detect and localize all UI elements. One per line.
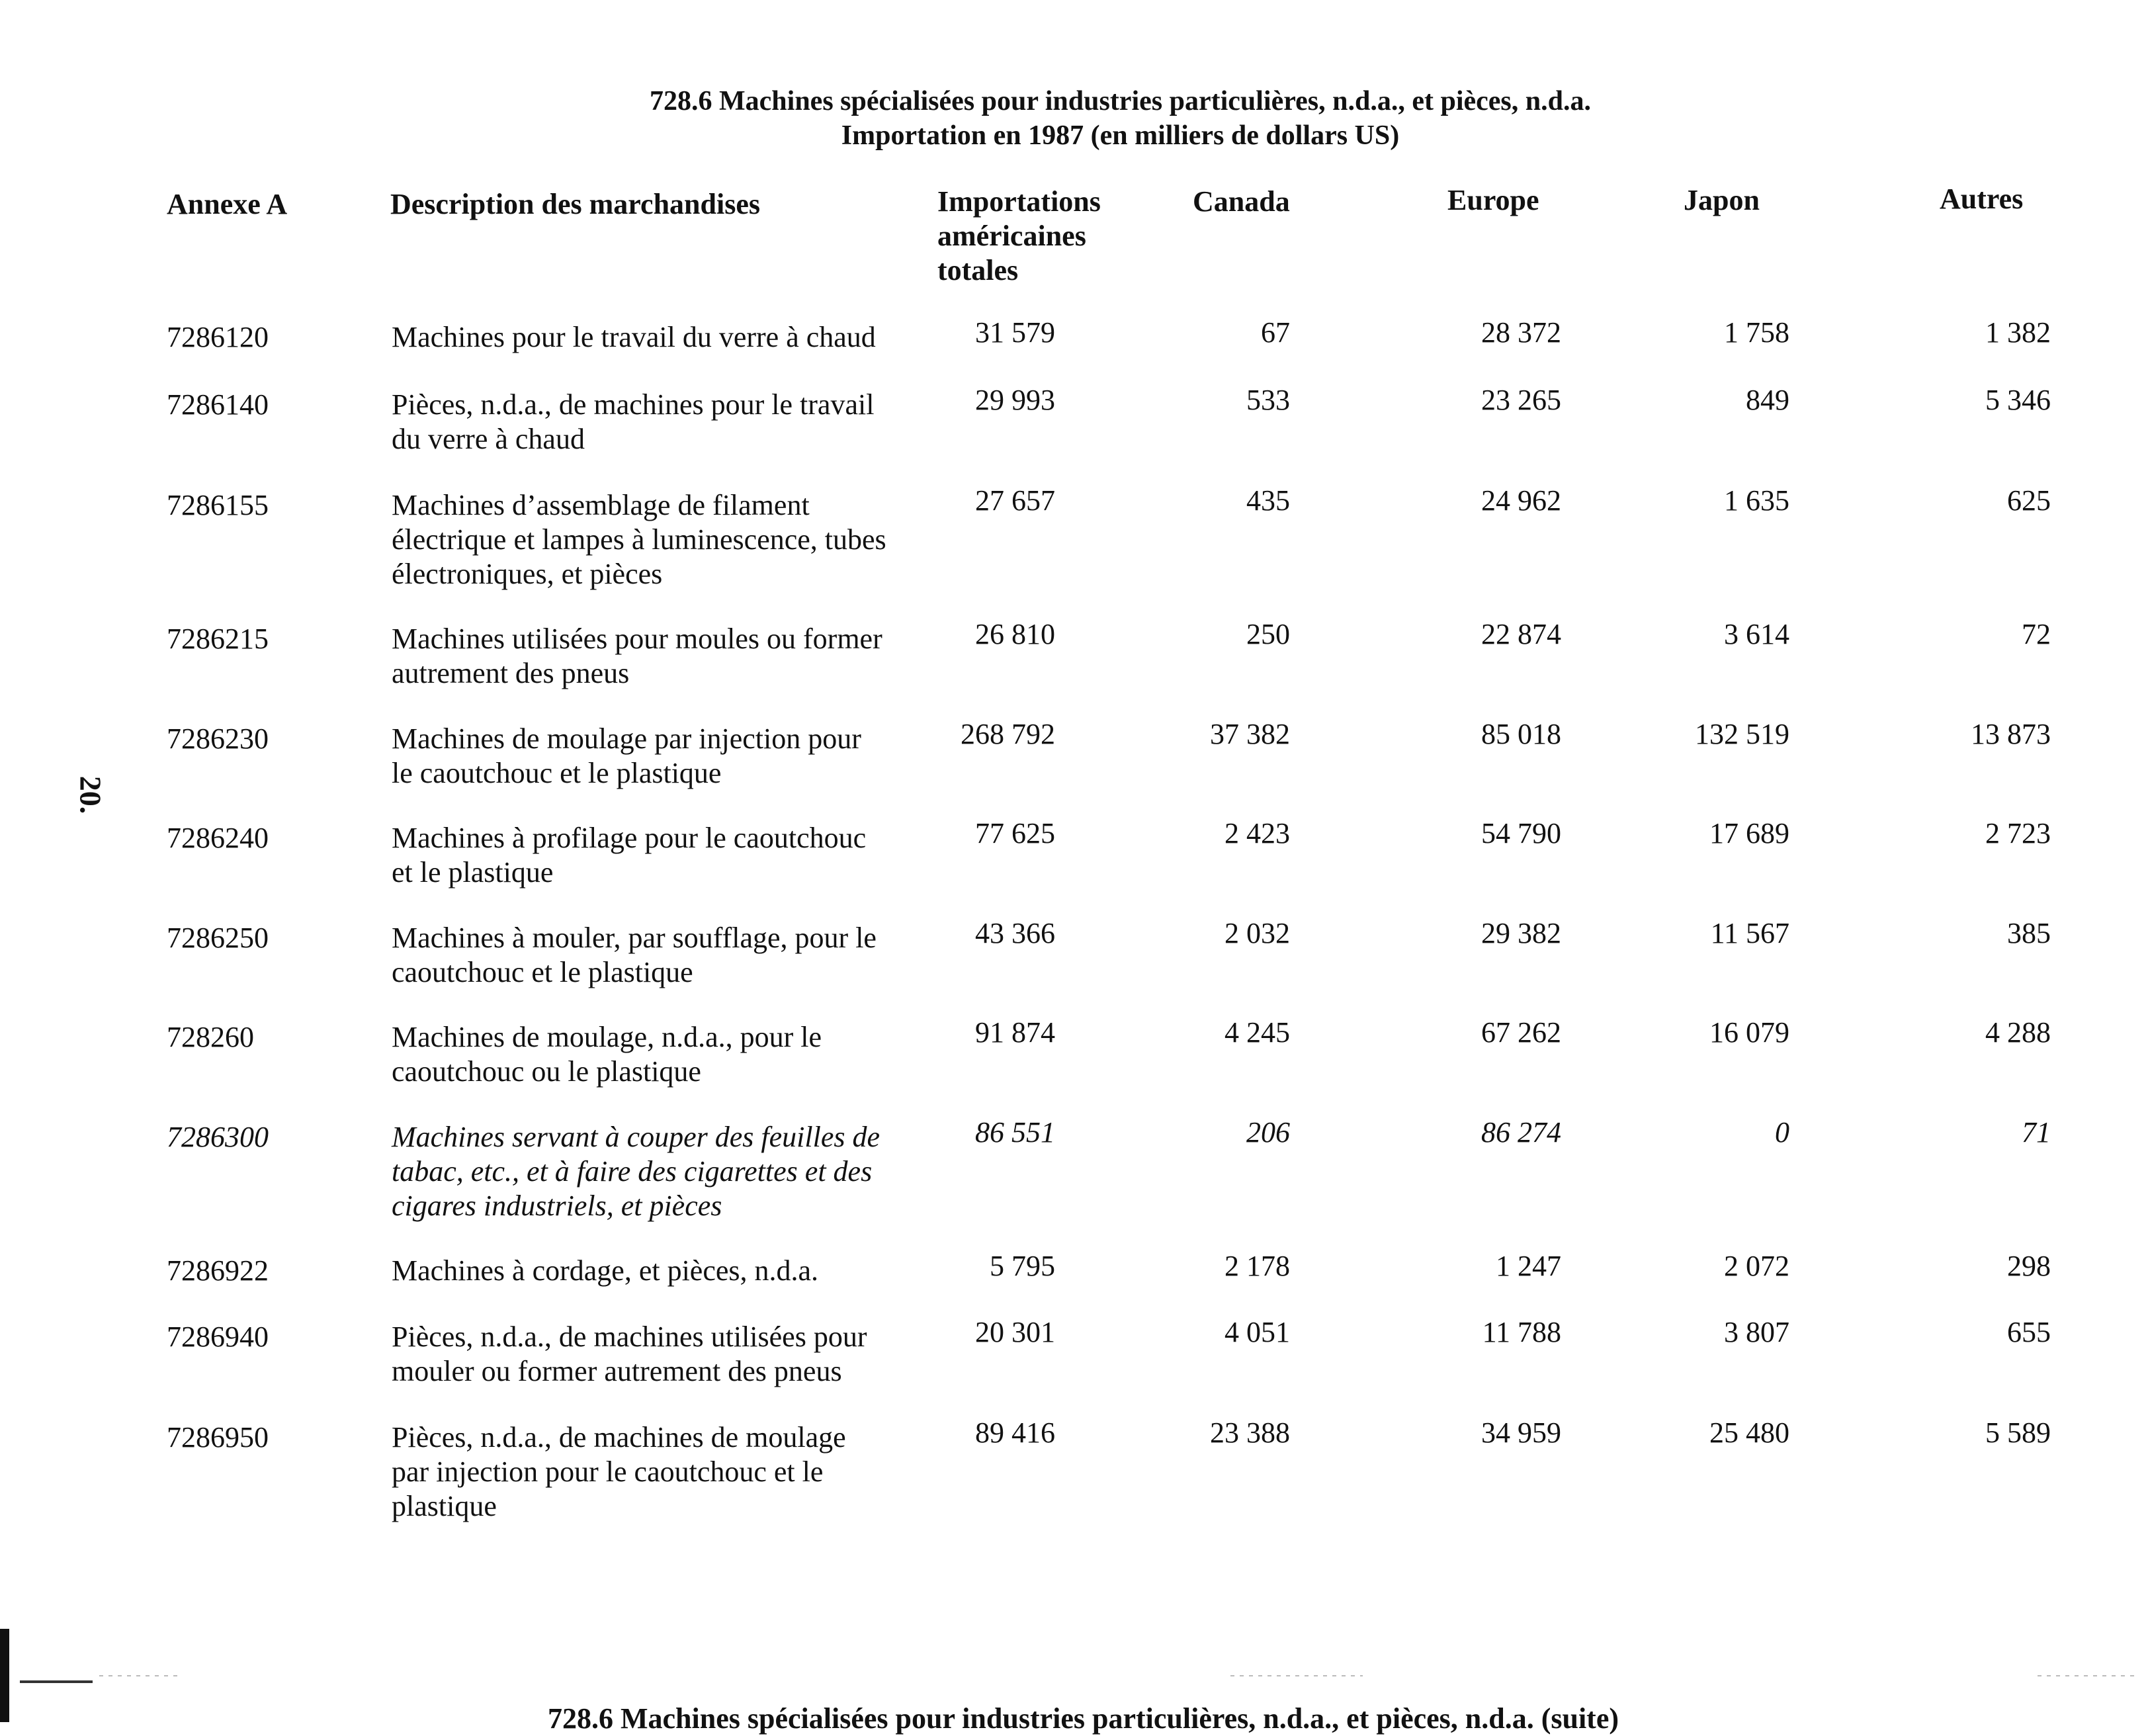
row-canada-value: 533 bbox=[1246, 384, 1290, 416]
row-autres-value: 2 723 bbox=[1985, 817, 2051, 849]
row-europe-value: 11 788 bbox=[1482, 1316, 1561, 1348]
row-total-value: 27 657 bbox=[975, 484, 1055, 517]
row-description-line: Machines de moulage par injection pour bbox=[392, 722, 861, 755]
row-description-line: Machines utilisées pour moules ou former bbox=[392, 623, 882, 655]
row-description-line: Pièces, n.d.a., de machines utilisées pour bbox=[392, 1321, 867, 1353]
row-description-line: et le plastique bbox=[392, 856, 554, 889]
row-japon-value: 3 614 bbox=[1724, 618, 1789, 650]
row-description-line: Machines à mouler, par soufflage, pour le bbox=[392, 922, 877, 954]
row-description-line: mouler ou former autrement des pneus bbox=[392, 1355, 842, 1387]
row-description-line: électroniques, et pièces bbox=[392, 558, 663, 590]
row-description bbox=[392, 622, 934, 691]
column-header-europe: Europe bbox=[1447, 184, 1539, 216]
row-canada-value: 2 032 bbox=[1224, 917, 1290, 949]
row-description-line: Machines à profilage pour le caoutchouc bbox=[392, 822, 867, 854]
row-autres-value: 1 382 bbox=[1985, 316, 2051, 349]
row-description-line: plastique bbox=[392, 1490, 497, 1522]
row-description-line: Machines à cordage, et pièces, n.d.a. bbox=[392, 1254, 819, 1287]
row-description-line: électrique et lampes à luminescence, tubes bbox=[392, 523, 886, 556]
column-header-description: Description des marchandises bbox=[390, 188, 760, 220]
row-europe-value: 24 962 bbox=[1481, 484, 1561, 517]
row-total-value: 20 301 bbox=[975, 1316, 1055, 1348]
row-europe-value: 34 959 bbox=[1481, 1416, 1561, 1449]
row-europe-value: 28 372 bbox=[1481, 316, 1561, 349]
column-header-total bbox=[937, 185, 1149, 288]
row-japon-value: 17 689 bbox=[1709, 817, 1789, 849]
row-europe-value: 54 790 bbox=[1481, 817, 1561, 849]
page-number: 20. bbox=[73, 775, 108, 814]
row-japon-value: 16 079 bbox=[1709, 1016, 1789, 1049]
column-header-total-line: totales bbox=[937, 254, 1019, 286]
row-total-value: 26 810 bbox=[975, 618, 1055, 650]
row-total-value: 91 874 bbox=[975, 1016, 1055, 1049]
column-header-total-line: Importations bbox=[937, 185, 1101, 218]
column-header-autres: Autres bbox=[1940, 183, 2024, 215]
row-description-line: autrement des pneus bbox=[392, 657, 630, 689]
row-canada-value: 4 051 bbox=[1224, 1316, 1290, 1348]
row-description bbox=[392, 821, 934, 890]
row-autres-value: 71 bbox=[2022, 1116, 2051, 1149]
row-description-line: Machines pour le travail du verre à chaud bbox=[392, 321, 876, 353]
row-autres-value: 4 288 bbox=[1985, 1016, 2051, 1049]
row-japon-value: 25 480 bbox=[1709, 1416, 1789, 1449]
row-description bbox=[392, 1320, 934, 1389]
row-total-value: 31 579 bbox=[975, 316, 1055, 349]
row-japon-value: 132 519 bbox=[1695, 718, 1789, 750]
page-title: 728.6 Machines spécialisées pour industries particulières, n.d.a., et pièces, n.d.a. bbox=[650, 86, 1591, 116]
row-japon-value: 0 bbox=[1775, 1116, 1789, 1149]
row-canada-value: 4 245 bbox=[1224, 1016, 1290, 1049]
row-code: 728260 bbox=[167, 1021, 254, 1053]
row-japon-value: 2 072 bbox=[1724, 1250, 1789, 1282]
column-header-japon: Japon bbox=[1684, 184, 1760, 216]
row-autres-value: 625 bbox=[2007, 484, 2051, 517]
row-code: 7286250 bbox=[167, 922, 269, 954]
row-canada-value: 2 423 bbox=[1224, 817, 1290, 849]
row-autres-value: 385 bbox=[2007, 917, 2051, 949]
row-europe-value: 22 874 bbox=[1481, 618, 1561, 650]
row-europe-value: 1 247 bbox=[1496, 1250, 1561, 1282]
page-subtitle: Importation en 1987 (en milliers de dollars US) bbox=[841, 120, 1400, 151]
row-total-value: 77 625 bbox=[975, 817, 1055, 849]
row-description bbox=[392, 1254, 934, 1288]
row-description-line: le caoutchouc et le plastique bbox=[392, 757, 722, 789]
row-description-line: du verre à chaud bbox=[392, 423, 585, 455]
row-canada-value: 206 bbox=[1246, 1116, 1290, 1149]
row-description bbox=[392, 1120, 934, 1223]
row-total-value: 89 416 bbox=[975, 1416, 1055, 1449]
row-description-line: Pièces, n.d.a., de machines pour le travail bbox=[392, 388, 875, 421]
row-japon-value: 849 bbox=[1746, 384, 1789, 416]
row-code: 7286215 bbox=[167, 623, 269, 655]
row-description bbox=[392, 320, 934, 355]
row-description-line: par injection pour le caoutchouc et le bbox=[392, 1455, 824, 1488]
row-japon-value: 1 635 bbox=[1724, 484, 1789, 517]
row-europe-value: 67 262 bbox=[1481, 1016, 1561, 1049]
scan-artifact-dots bbox=[1230, 1675, 1363, 1676]
row-europe-value: 86 274 bbox=[1481, 1116, 1561, 1149]
row-description-line: Machines de moulage, n.d.a., pour le bbox=[392, 1021, 822, 1053]
row-code: 7286922 bbox=[167, 1254, 269, 1287]
row-code: 7286950 bbox=[167, 1421, 269, 1454]
row-total-value: 86 551 bbox=[975, 1116, 1055, 1149]
column-header-canada: Canada bbox=[1193, 185, 1290, 218]
row-japon-value: 11 567 bbox=[1710, 917, 1789, 949]
scan-artifact-dots bbox=[99, 1675, 179, 1676]
scan-artifact-line bbox=[20, 1680, 93, 1683]
row-europe-value: 85 018 bbox=[1481, 718, 1561, 750]
row-total-value: 5 795 bbox=[990, 1250, 1055, 1282]
row-description-line: cigares industriels, et pièces bbox=[392, 1190, 722, 1222]
row-description-line: caoutchouc et le plastique bbox=[392, 956, 693, 988]
column-header-annexe: Annexe A bbox=[167, 188, 288, 220]
row-autres-value: 298 bbox=[2007, 1250, 2051, 1282]
row-japon-value: 1 758 bbox=[1724, 316, 1789, 349]
row-description-line: Machines servant à couper des feuilles de bbox=[392, 1121, 881, 1153]
row-code: 7286240 bbox=[167, 822, 269, 854]
row-total-value: 43 366 bbox=[975, 917, 1055, 949]
row-total-value: 29 993 bbox=[975, 384, 1055, 416]
row-description-line: Machines d’assemblage de filament bbox=[392, 489, 810, 521]
row-europe-value: 23 265 bbox=[1481, 384, 1561, 416]
row-canada-value: 2 178 bbox=[1224, 1250, 1290, 1282]
row-canada-value: 435 bbox=[1246, 484, 1290, 517]
row-autres-value: 5 346 bbox=[1985, 384, 2051, 416]
row-description bbox=[392, 921, 934, 990]
row-autres-value: 655 bbox=[2007, 1316, 2051, 1348]
row-autres-value: 5 589 bbox=[1985, 1416, 2051, 1449]
row-autres-value: 13 873 bbox=[1971, 718, 2051, 750]
row-canada-value: 37 382 bbox=[1210, 718, 1290, 750]
row-description bbox=[392, 1420, 934, 1524]
next-table-title: 728.6 Machines spécialisées pour industries particulières, n.d.a., et pièces, n.d.a. (suite) bbox=[548, 1702, 1619, 1735]
row-description-line: caoutchouc ou le plastique bbox=[392, 1055, 701, 1088]
column-header-total-line: américaines bbox=[937, 220, 1086, 252]
row-code: 7286300 bbox=[167, 1121, 269, 1153]
row-canada-value: 67 bbox=[1261, 316, 1290, 349]
row-description-line: tabac, etc., et à faire des cigarettes et des bbox=[392, 1155, 873, 1188]
row-description bbox=[392, 488, 934, 591]
row-code: 7286140 bbox=[167, 388, 269, 421]
row-description bbox=[392, 388, 934, 456]
row-total-value: 268 792 bbox=[961, 718, 1055, 750]
scan-edge-bar bbox=[0, 1629, 9, 1722]
row-code: 7286120 bbox=[167, 321, 269, 353]
row-canada-value: 23 388 bbox=[1210, 1416, 1290, 1449]
row-description bbox=[392, 722, 934, 791]
row-canada-value: 250 bbox=[1246, 618, 1290, 650]
row-autres-value: 72 bbox=[2022, 618, 2051, 650]
row-code: 7286230 bbox=[167, 722, 269, 755]
row-europe-value: 29 382 bbox=[1481, 917, 1561, 949]
row-code: 7286155 bbox=[167, 489, 269, 521]
scan-artifact-dots bbox=[2038, 1675, 2137, 1676]
row-code: 7286940 bbox=[167, 1321, 269, 1353]
row-description bbox=[392, 1020, 934, 1089]
row-japon-value: 3 807 bbox=[1724, 1316, 1789, 1348]
row-description-line: Pièces, n.d.a., de machines de moulage bbox=[392, 1421, 846, 1454]
